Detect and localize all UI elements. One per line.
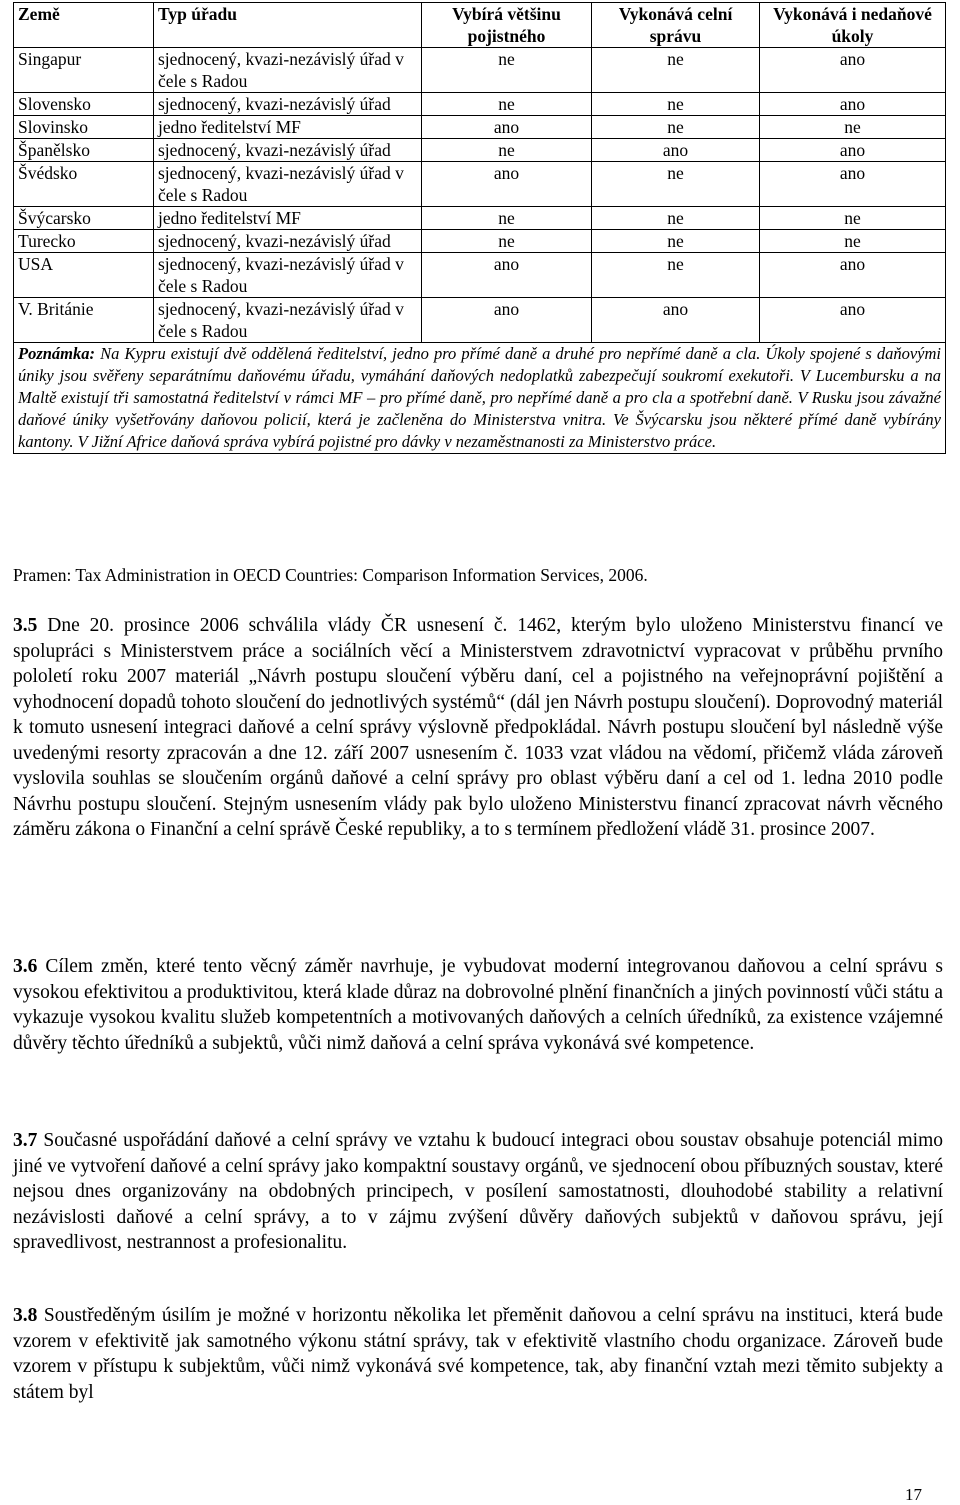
cell-non-tax-tasks: ano [760,139,946,162]
cell-office-type: sjednocený, kvazi-nezávislý úřad [154,93,422,116]
cell-country: USA [14,253,154,298]
cell-non-tax-tasks: ano [760,253,946,298]
cell-customs: ano [592,139,760,162]
cell-country: Turecko [14,230,154,253]
cell-collects-insurance: ano [422,298,592,343]
cell-collects-insurance: ne [422,230,592,253]
cell-office-type: sjednocený, kvazi-nezávislý úřad v čele s Radou [154,48,422,93]
cell-office-type: sjednocený, kvazi-nezávislý úřad v čele s Radou [154,253,422,298]
cell-non-tax-tasks: ano [760,162,946,207]
cell-customs: ne [592,253,760,298]
header-collects-insurance: Vybírá většinu pojistného [422,3,592,48]
cell-non-tax-tasks: ne [760,116,946,139]
table-row [14,48,946,93]
table-note-row [14,343,946,454]
cell-country: Slovinsko [14,116,154,139]
cell-office-type: sjednocený, kvazi-nezávislý úřad v čele s Radou [154,162,422,207]
cell-non-tax-tasks: ne [760,230,946,253]
table-row [14,207,946,230]
header-non-tax-tasks: Vykonává i nedaňové úkoly [760,3,946,48]
table-row [14,230,946,253]
paragraph-number: 3.6 [13,956,38,977]
table-row [14,139,946,162]
header-country: Země [14,3,154,48]
table-header-row [14,3,946,48]
cell-country: Singapur [14,48,154,93]
paragraph-3-7 [13,1128,943,1256]
cell-office-type: jedno ředitelství MF [154,116,422,139]
table-row [14,298,946,343]
table-note [14,343,946,454]
cell-collects-insurance: ne [422,207,592,230]
page-number: 17 [905,1485,922,1504]
cell-non-tax-tasks: ano [760,93,946,116]
cell-collects-insurance: ano [422,116,592,139]
cell-country: Švédsko [14,162,154,207]
cell-customs: ne [592,48,760,93]
cell-customs: ne [592,230,760,253]
paragraph-number: 3.8 [13,1305,38,1326]
cell-collects-insurance: ne [422,139,592,162]
cell-customs: ne [592,116,760,139]
paragraph-text: Soustředěným úsilím je možné v horizontu několika let přeměnit daňovou a celní správu na instituci, která bude vzorem v efektivitě jak samotného výkonu státní správy, tak v efektivitě vlastního chodu organizace. Zároveň bude vzorem v přístupu k subjektům, vůči nimž vykonává své kompetence, tak, aby finanční vztah mezi těmito subjekty a státem byl [13,1305,943,1403]
cell-non-tax-tasks: ano [760,298,946,343]
header-office-type: Typ úřadu [154,3,422,48]
table-row [14,162,946,207]
note-text: Na Kypru existují dvě oddělená ředitelství, jedno pro přímé daně a druhé pro nepřímé daně a cla. Úkoly spojené s daňovými úniky jsou svěřeny separátnímu daňovému úřadu, vymáhání daňových nedoplatků zabezpečují soukromí exekutoři. V Lucembursku a na Maltě existují tři samostatná ředitelství v rámci MF – pro přímé daně, pro nepřímé daně a pro cla a spotřební daně. V Rusku jsou závažné daňové úniky vyšetřovány daňovou policií, která je začleněna do Ministerstva vnitra. Ve Švýcarsku jsou některé přímé daně vybírány kantony. V Jižní Africe daňová správa vybírá pojistné pro dávky v nezaměstnanosti za Ministerstvo práce. [18,344,942,451]
paragraph-3-8 [13,1303,943,1405]
cell-country: V. Británie [14,298,154,343]
cell-customs: ne [592,162,760,207]
cell-customs: ano [592,298,760,343]
paragraph-text: Dne 20. prosince 2006 schválila vlády ČR usnesení č. 1462, kterým bylo uloženo Ministerstvu financí ve spolupráci s Ministerstvem práce a sociálních věcí a Ministerstvem zdravotnictví vypracovat v průběhu prvního pololetí roku 2007 materiál „Návrh postupu sloučení výběru daní, cel a pojistného na veřejnoprávní pojištění a vyhodnocení dopadů tohoto sloučení do jednotlivých systémů“ (dál jen Návrh postupu sloučení). Doprovodný materiál k tomuto usnesení integraci daňové a celní správy výslovně předpokládal. Návrh postupu sloučení byl následně výše uvedenými resorty zpracován a dne 12. září 2007 usnesením č. 1033 vzat vládou na vědomí, přičemž vláda zároveň vyslovila souhlas se sloučením orgánů daňové a celní správy pro oblast výběru daní a cel od 1. ledna 2010 podle Návrhu postupu sloučení. Stejným usnesením vlády pak bylo uloženo Ministerstvu financí zpracovat návrh věcného záměru zákona o Finanční a celní správě České republiky, a to s termínem předložení vládě 31. prosince 2007. [13,615,943,840]
cell-customs: ne [592,93,760,116]
table-row [14,116,946,139]
cell-country: Slovensko [14,93,154,116]
cell-collects-insurance: ano [422,162,592,207]
paragraph-number: 3.5 [13,615,38,636]
paragraph-text: Současné uspořádání daňové a celní správy ve vztahu k budoucí integraci obou soustav obsahuje potenciál mimo jiné ve vytvoření daňové a celní správy jako kompaktní soustavy orgánů, ve sjednocení obou příbuzných soustav, které nejsou dnes organizovány na obdobných principech, v posílení samostatnosti, dlouhodobé stability a relativní nezávislosti daňové a celní správy, a to v zájmu zvýšení důvěry daňových subjektů v daňovou správu, její spravedlivost, nestrannost a profesionalitu. [13,1130,944,1253]
header-customs: Vykonává celní správu [592,3,760,48]
table-row [14,93,946,116]
paragraph-number: 3.7 [13,1130,38,1151]
comparison-table-wrapper [13,2,945,454]
table-row [14,253,946,298]
paragraph-text: Cílem změn, které tento věcný záměr navrhuje, je vybudovat moderní integrovanou daňovou a celní správu s vysokou efektivitou a produktivitou, která klade důraz na dobrovolné plnění finančních a jiných povinností vůči státu a vykazuje vysokou kvalitu služeb kompetentních a motivovaných daňových a celních úředníků, za existence vzájemné důvěry těchto úředníků a subjektů, vůči nimž daňová a celní správa vykonává své kompetence. [13,956,944,1054]
cell-collects-insurance: ne [422,48,592,93]
cell-non-tax-tasks: ne [760,207,946,230]
cell-customs: ne [592,207,760,230]
paragraph-3-6 [13,954,943,1056]
cell-office-type: sjednocený, kvazi-nezávislý úřad [154,230,422,253]
cell-collects-insurance: ne [422,93,592,116]
paragraph-3-5 [13,613,943,843]
cell-office-type: jedno ředitelství MF [154,207,422,230]
cell-collects-insurance: ano [422,253,592,298]
note-label: Poznámka: [18,344,96,363]
cell-country: Švýcarsko [14,207,154,230]
comparison-table [13,2,946,454]
cell-non-tax-tasks: ano [760,48,946,93]
cell-office-type: sjednocený, kvazi-nezávislý úřad [154,139,422,162]
cell-country: Španělsko [14,139,154,162]
cell-office-type: sjednocený, kvazi-nezávislý úřad v čele s Radou [154,298,422,343]
source-citation: Pramen: Tax Administration in OECD Countries: Comparison Information Services, 2006. [13,565,648,585]
